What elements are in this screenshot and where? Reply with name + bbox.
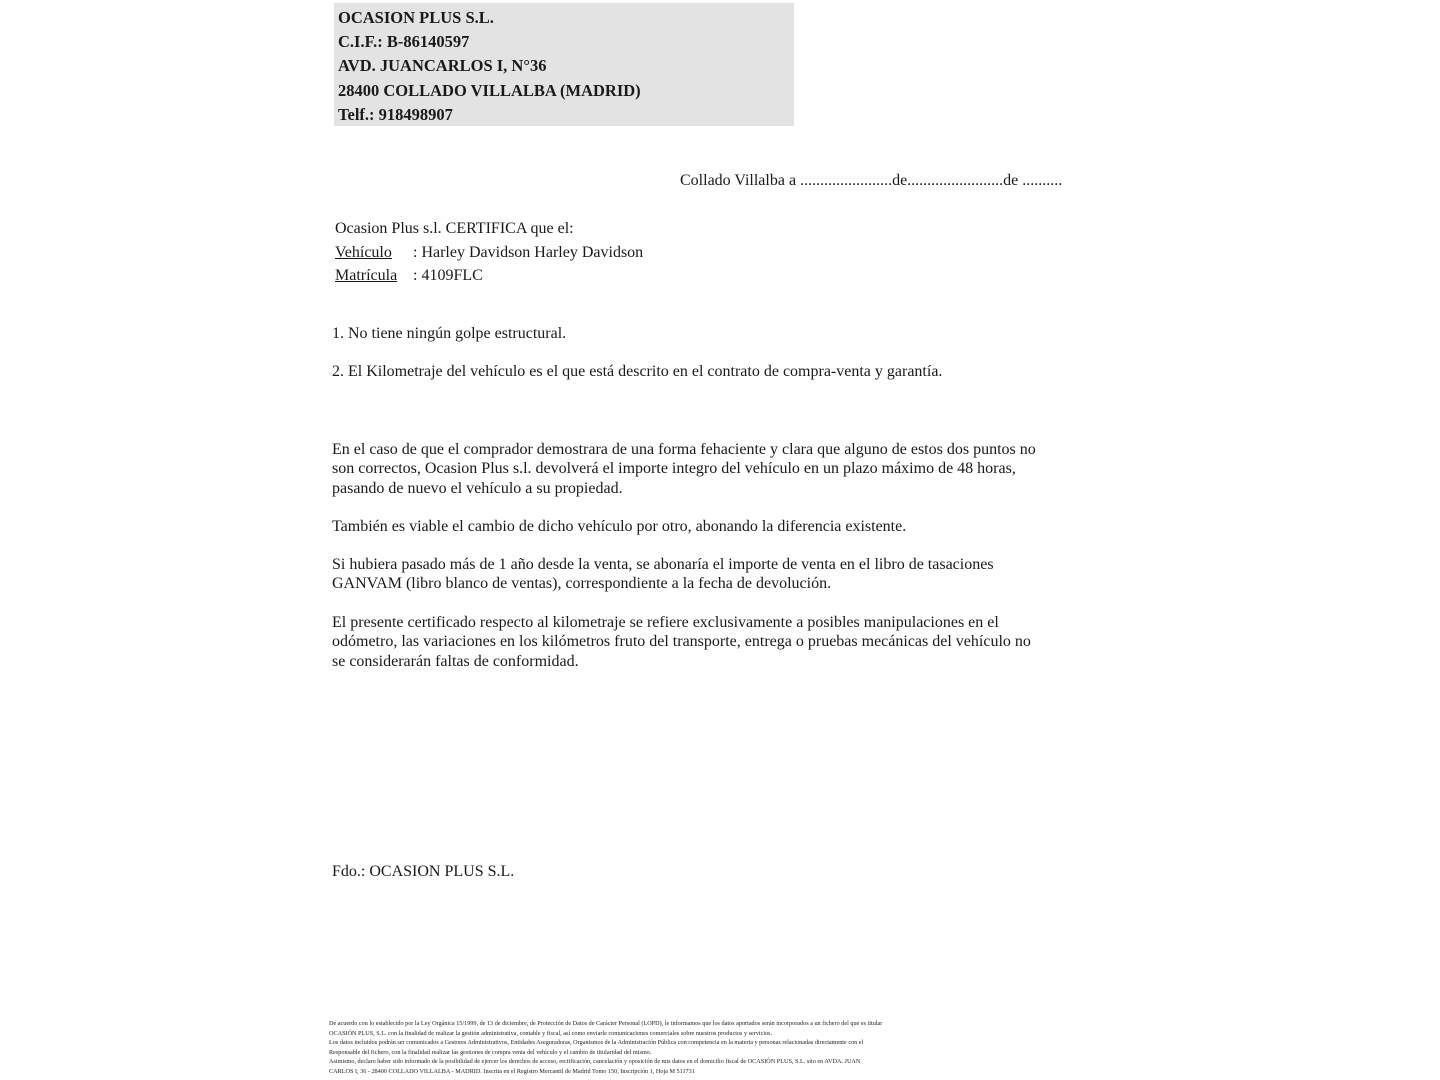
company-phone: Telf.: 918498907 xyxy=(338,104,453,124)
plate-value: : 4109FLC xyxy=(413,267,483,284)
paragraph-line: GANVAM (libro blanco de ventas), correspondiente a la fecha de devolución. xyxy=(332,575,832,593)
company-header-box xyxy=(334,3,794,126)
date-day-blank: ....................... xyxy=(800,172,893,189)
date-line xyxy=(680,172,1062,190)
legal-notice xyxy=(329,1019,1109,1077)
paragraph-line: son correctos, Ocasion Plus s.l. devolverá el importe integro del vehículo en un plazo máximo de 48 horas, xyxy=(332,460,1016,478)
certificate-subject xyxy=(335,217,643,288)
company-cif: C.I.F.: B-86140597 xyxy=(338,32,470,52)
paragraph-line: Si hubiera pasado más de 1 año desde la venta, se abonaría el importe de venta en el libro de tasaciones xyxy=(332,556,994,573)
date-place: Collado Villalba a xyxy=(680,172,797,189)
legal-line: CARLOS I, 36 - 28400 COLLADO VILLALBA - MADRID. Inscrita en el Registro Mercantil de Madrid Tomo 150, Inscripción 1, Hoja M 511731 xyxy=(329,1067,695,1075)
paragraph-line: pasando de nuevo el vehículo a su propiedad. xyxy=(332,479,623,497)
paragraph-line: También es viable el cambio de dicho vehículo por otro, abonando la diferencia existente. xyxy=(332,518,907,535)
date-year-blank: .......... xyxy=(1022,172,1063,189)
vehicle-label: Vehículo xyxy=(335,243,392,261)
certificate-intro: Ocasion Plus s.l. CERTIFICA que el: xyxy=(335,220,574,237)
legal-line: De acuerdo con lo establecido por la Ley Orgánica 15/1999, de 13 de diciembre, de Protección de Datos de Carácter Personal (LOPD), le informamos que los datos aportados serán incorporados a un fichero del que es titular xyxy=(329,1020,883,1027)
legal-line: Asimismo, declaro haber sido informado de la posibilidad de ejercer los derechos de acceso, rectificación, cancelación y oposición de mis datos en el domicilio fiscal de OCASIÓN PLUS, S.L. sito en AVDA. JUAN xyxy=(329,1058,861,1066)
paragraph-line: El presente certificado respecto al kilometraje se refiere exclusivamente a posibles manipulaciones en el xyxy=(332,614,999,631)
vehicle-value: : Harley Davidson Harley Davidson xyxy=(413,243,644,261)
company-name: OCASION PLUS S.L. xyxy=(338,8,494,27)
paragraph-exchange xyxy=(332,517,1112,536)
paragraph-line: se considerarán faltas de conformidad. xyxy=(332,652,579,670)
paragraph-ganvam xyxy=(332,555,1112,594)
paragraph-odometer xyxy=(332,613,1112,671)
date-month-blank: ........................ xyxy=(907,172,1004,189)
paragraph-line: En el caso de que el comprador demostrara de una forma fehaciente y clara que alguno de estos dos puntos no xyxy=(332,441,1036,458)
paragraph-refund xyxy=(332,440,1112,498)
company-address: AVD. JUANCARLOS I, N°36 xyxy=(338,56,547,76)
paragraph-line: odómetro, las variaciones en los kilómetros fruto del transporte, entrega o pruebas mecánicas del vehículo no xyxy=(332,633,1031,651)
company-city: 28400 COLLADO VILLALBA (MADRID) xyxy=(338,80,641,100)
legal-line: OCASIÓN PLUS, S.L. con la finalidad de realizar la gestión administrativa, contable y fiscal, así como enviarle comunicaciones comerciales sobre nuestros productos y servicios. xyxy=(329,1029,773,1037)
plate-label: Matrícula xyxy=(335,267,398,284)
signature-line: Fdo.: OCASION PLUS S.L. xyxy=(332,863,515,880)
legal-line: Responsable del fichero, con la finalidad realizar las gestiones de compra venta del vehículo y el cambio de titularidad del mismo. xyxy=(329,1048,652,1056)
plate-row xyxy=(335,264,643,288)
legal-line: Los datos incluidos podrán ser comunicados a Gestores Administrativos, Entidades Aseguradoras, Organismos de la Administración Pública con competencia en la materia y personas relacionadas directamente con el xyxy=(329,1039,864,1047)
vehicle-row xyxy=(335,241,643,265)
date-de-1: de xyxy=(892,172,908,189)
point-1: 1. No tiene ningún golpe estructural. xyxy=(332,325,567,342)
point-2: 2. El Kilometraje del vehículo es el que está descrito en el contrato de compra-venta y garantía. xyxy=(332,363,943,380)
date-de-2: de xyxy=(1003,172,1019,189)
